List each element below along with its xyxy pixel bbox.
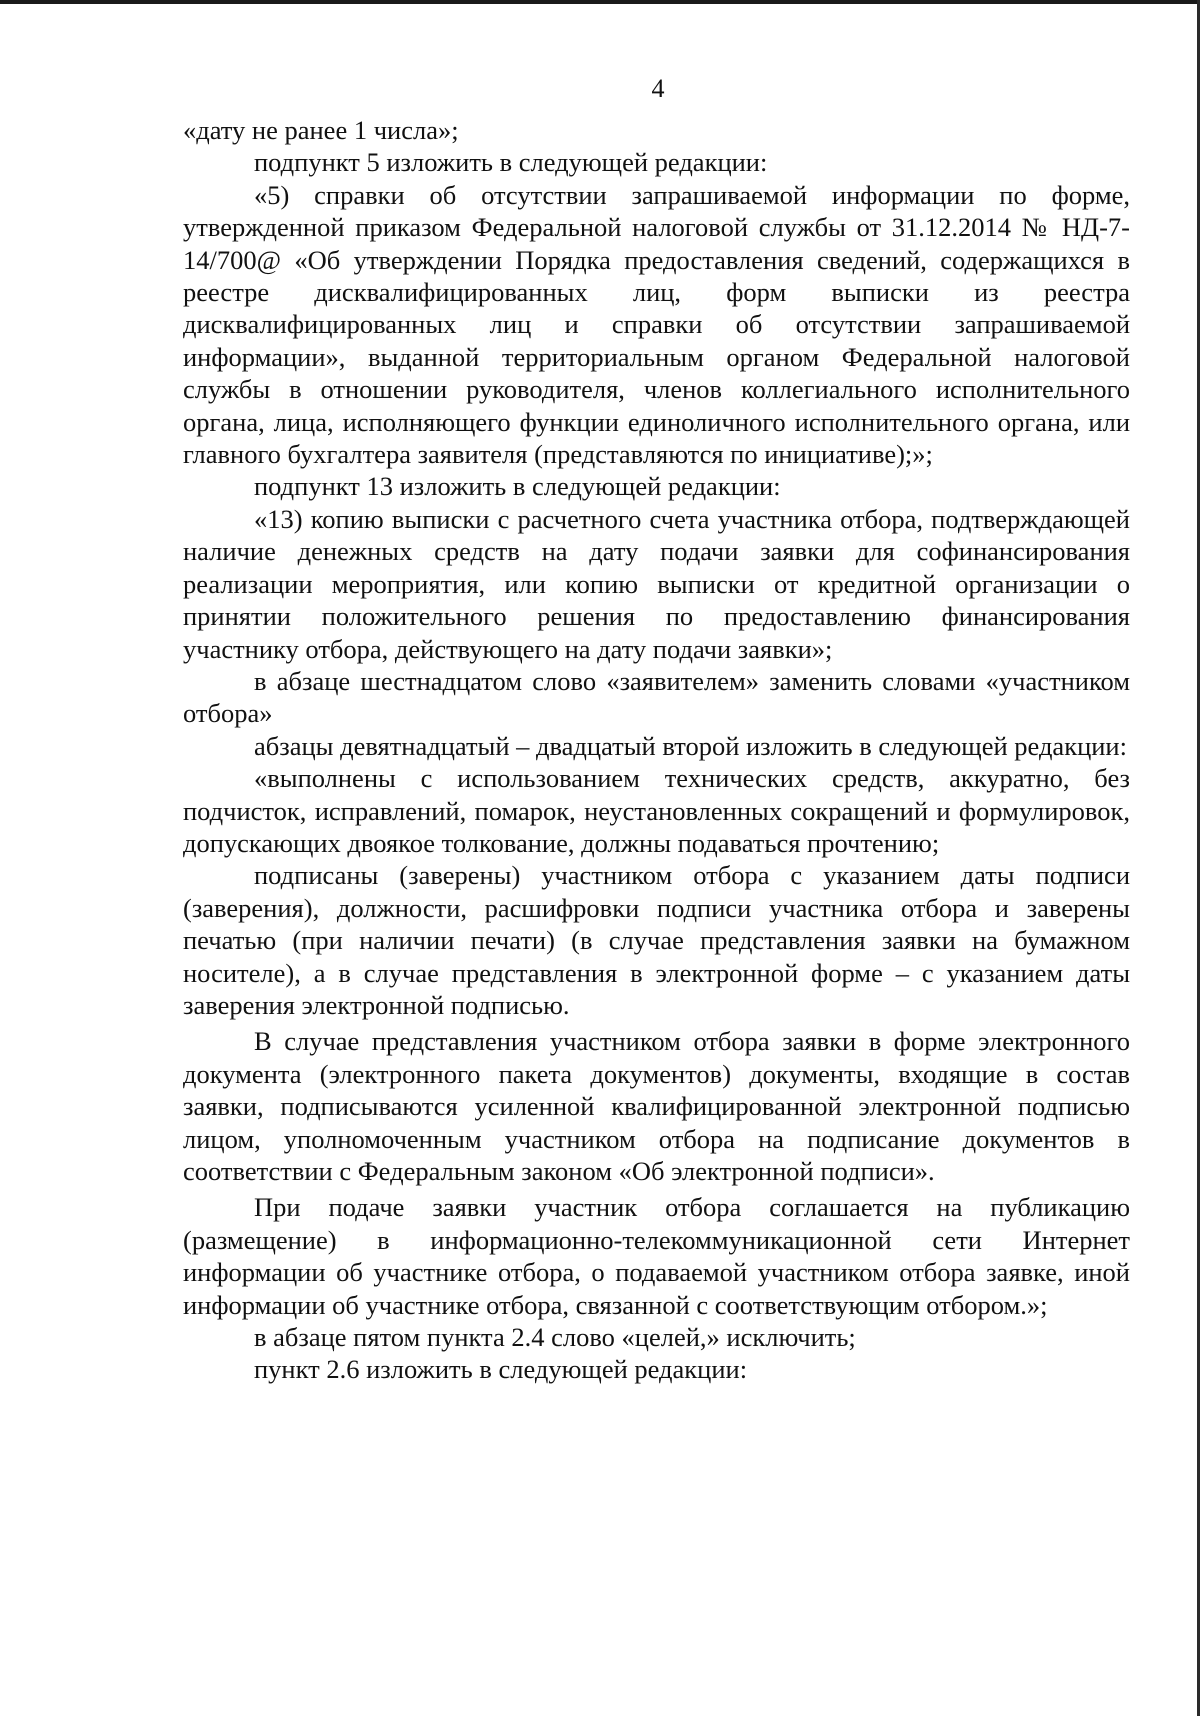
document-body	[183, 114, 1130, 1386]
paragraph-nineteenth-intro: абзацы девятнадцатый – двадцатый второй изложить в следующей редакции:	[254, 730, 1127, 761]
paragraph-electronic-document: В случае представления участником отбора заявки в форме электронного документа (электронного пакета документов) документы, входящие в состав заявки, подписываются усиленной квалифицированной электронной подписью лицом, уполномоченным участником отбора на подписание документов в соответствии с Федеральным законом «Об электронной подписи».	[183, 1026, 1130, 1186]
paragraph-subpoint-5-intro: подпункт 5 изложить в следующей редакции:	[254, 147, 768, 178]
paragraph-publication-consent: При подаче заявки участник отбора соглашается на публикацию (размещение) в информационно-телекоммуникационной сети Интернет информации об участнике отбора, о подаваемой участником отбора заявке, иной информации об участнике отбора, связанной с соответствующим отбором.»;	[183, 1192, 1130, 1320]
paragraph-point-2-6-intro: пункт 2.6 изложить в следующей редакции:	[254, 1354, 748, 1385]
scan-border-top	[0, 0, 1200, 4]
page-number: 4	[651, 74, 665, 103]
paragraph-point-2-4-amendment: в абзаце пятом пункта 2.4 слово «целей,» исключить;	[254, 1322, 856, 1353]
paragraph-subpoint-13-text: «13) копию выписки с расчетного счета участника отбора, подтверждающей наличие денежных средств на дату подачи заявки для софинансирования реализации мероприятия, или копию выписки от кредитной организации о принятии положительного решения по предоставлению финансирования участнику отбора, действующего на дату подачи заявки»;	[183, 503, 1130, 664]
paragraph-signed-requirements: подписаны (заверены) участником отбора с указанием даты подписи (заверения), должности, расшифровки подписи участника отбора и заверены печатью (при наличии печати) (в случае представления заявки на бумажном носителе), а в случае представления в электронной форме – с указанием даты заверения электронной подписью.	[183, 860, 1130, 1020]
paragraph-executed-requirements: «выполнены с использованием технических средств, аккуратно, без подчисток, исправлений, помарок, неустановленных сокращений и формулировок, допускающих двоякое толкование, должны подаваться прочтению;	[183, 763, 1130, 858]
paragraph-sixteenth-amendment: в абзаце шестнадцатом слово «заявителем» заменить словами «участником отбора»	[183, 665, 1130, 729]
paragraph-date-quote: «дату не ранее 1 числа»;	[183, 115, 459, 145]
paragraph-subpoint-13-intro: подпункт 13 изложить в следующей редакции:	[254, 471, 781, 502]
paragraph-subpoint-5-text: «5) справки об отсутствии запрашиваемой информации по форме, утвержденной приказом Федеральной налоговой службы от 31.12.2014 № НД-7-14/700@ «Об утверждении Порядка предоставления сведений, содержащихся в реестре дисквалифицированных лиц, форм выписки из реестра дисквалифицированных лиц и справки об отсутствии запрашиваемой информации», выданной территориальным органом Федеральной налоговой службы в отношении руководителя, членов коллегиального исполнительного органа, лица, исполняющего функции единоличного исполнительного органа, или главного бухгалтера заявителя (представляются по инициативе);»;	[183, 179, 1130, 470]
